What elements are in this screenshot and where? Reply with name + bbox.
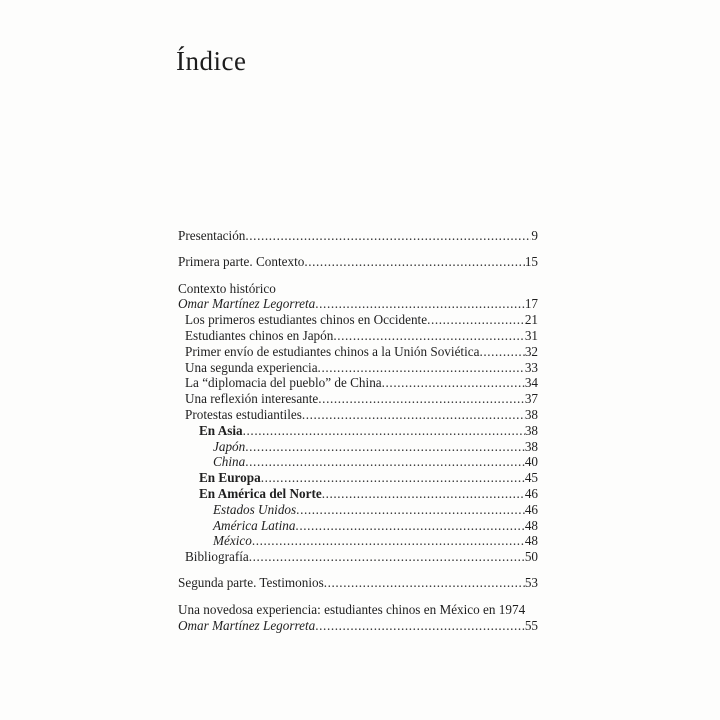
toc-entry	[178, 502, 538, 518]
toc-entry-label: Estudiantes chinos en Japón	[185, 327, 334, 343]
toc-dot-leader	[243, 423, 525, 439]
toc-entry	[178, 439, 538, 455]
toc-list	[178, 228, 538, 633]
toc-page-number: 48	[524, 533, 538, 549]
toc-entry-label: Contexto histórico	[178, 280, 276, 296]
toc-page-number: 34	[524, 375, 538, 391]
toc-page-number: 15	[524, 254, 538, 270]
toc-dot-leader	[261, 470, 525, 486]
toc-dot-leader	[318, 360, 525, 376]
toc-dot-leader	[427, 312, 525, 328]
toc-dot-leader	[333, 328, 524, 344]
toc-entry	[178, 328, 538, 344]
toc-entry-label: En América del Norte	[199, 485, 322, 501]
toc-entry-label: Bibliografía	[185, 549, 249, 565]
toc-dot-leader	[252, 533, 525, 549]
toc-dot-leader	[295, 518, 524, 534]
toc-entry-label: Japón	[213, 438, 246, 454]
toc-page-number: 53	[524, 575, 538, 591]
toc-page-number: 46	[524, 501, 538, 517]
toc-entry	[178, 470, 538, 486]
toc-entry-label: Protestas estudiantiles	[185, 406, 302, 422]
toc-page-number: 32	[524, 343, 538, 359]
toc-entry-label: Una reflexión interesante	[185, 391, 319, 407]
toc-entry	[178, 618, 538, 634]
toc-entry	[178, 533, 538, 549]
toc-entry-label: América Latina	[213, 517, 296, 533]
toc-page-number: 31	[524, 327, 538, 343]
toc-page-number: 45	[524, 470, 538, 486]
toc-entry-label: Omar Martínez Legorreta	[178, 617, 316, 633]
toc-page-number: 9	[531, 228, 538, 243]
toc-dot-leader	[245, 454, 525, 470]
toc-page-number: 37	[524, 391, 538, 407]
toc-page-number: 21	[524, 312, 538, 328]
toc-entry-label: Una segunda experiencia	[185, 359, 318, 375]
toc-dot-leader	[382, 375, 525, 391]
toc-dot-leader	[245, 439, 525, 455]
toc-entry-label: Omar Martínez Legorreta	[178, 296, 316, 312]
toc-entry	[178, 391, 538, 407]
toc-dot-leader	[479, 344, 524, 360]
toc-dot-leader	[296, 502, 525, 518]
toc-dot-leader	[324, 575, 525, 591]
toc-entry-label: Los primeros estudiantes chinos en Occidente	[185, 312, 428, 328]
toc-entry-label: La “diplomacia del pueblo” de China	[185, 375, 382, 391]
toc-entry	[178, 296, 538, 312]
toc-page-number: 38	[524, 406, 538, 422]
toc-dot-leader	[322, 486, 525, 502]
toc-page-number: 48	[524, 517, 538, 533]
toc-entry-label: Una novedosa experiencia: estudiantes chinos en México en 1974	[178, 601, 526, 617]
toc-entry	[178, 518, 538, 534]
toc-entry	[178, 281, 538, 297]
toc-entry	[178, 549, 538, 565]
toc-page-number: 38	[524, 422, 538, 438]
toc-entry	[178, 344, 538, 360]
toc-page-number: 50	[524, 549, 538, 565]
toc-entry	[178, 423, 538, 439]
toc-page-number: 17	[524, 296, 538, 312]
toc-entry	[178, 375, 538, 391]
toc-entry-label: Segunda parte. Testimonios	[178, 575, 324, 591]
toc-entry-label: Primera parte. Contexto	[178, 254, 305, 270]
toc-entry	[178, 254, 538, 270]
toc-entry	[178, 312, 538, 328]
toc-page-number: 40	[524, 454, 538, 470]
toc-entry	[178, 228, 538, 244]
toc-dot-leader	[318, 391, 525, 407]
toc-dot-leader	[302, 407, 525, 423]
toc-entry	[178, 575, 538, 591]
toc-page-number: 46	[524, 485, 538, 501]
toc-entry-label: En Europa	[199, 470, 261, 486]
toc-entry	[178, 602, 538, 618]
toc-entry	[178, 360, 538, 376]
toc-entry	[178, 407, 538, 423]
toc-entry	[178, 454, 538, 470]
toc-page-number: 55	[524, 617, 538, 633]
toc-dot-leader	[304, 254, 524, 270]
toc-entry-label: China	[213, 454, 246, 470]
toc-entry-label: Estados Unidos	[213, 501, 297, 517]
toc-entry	[178, 486, 538, 502]
toc-entry-label: México	[213, 533, 252, 549]
toc-entry-label: Primer envío de estudiantes chinos a la Unión Soviética	[185, 343, 480, 359]
toc-page-number: 33	[524, 359, 538, 375]
page-title: Índice	[176, 46, 247, 76]
toc-dot-leader	[315, 618, 525, 634]
toc-dot-leader	[249, 549, 525, 565]
toc-page-number: 38	[524, 438, 538, 454]
toc-dot-leader	[245, 228, 531, 244]
toc-dot-leader	[315, 296, 525, 312]
toc-entry-label: Presentación	[178, 228, 246, 243]
toc-entry-label: En Asia	[199, 422, 243, 438]
